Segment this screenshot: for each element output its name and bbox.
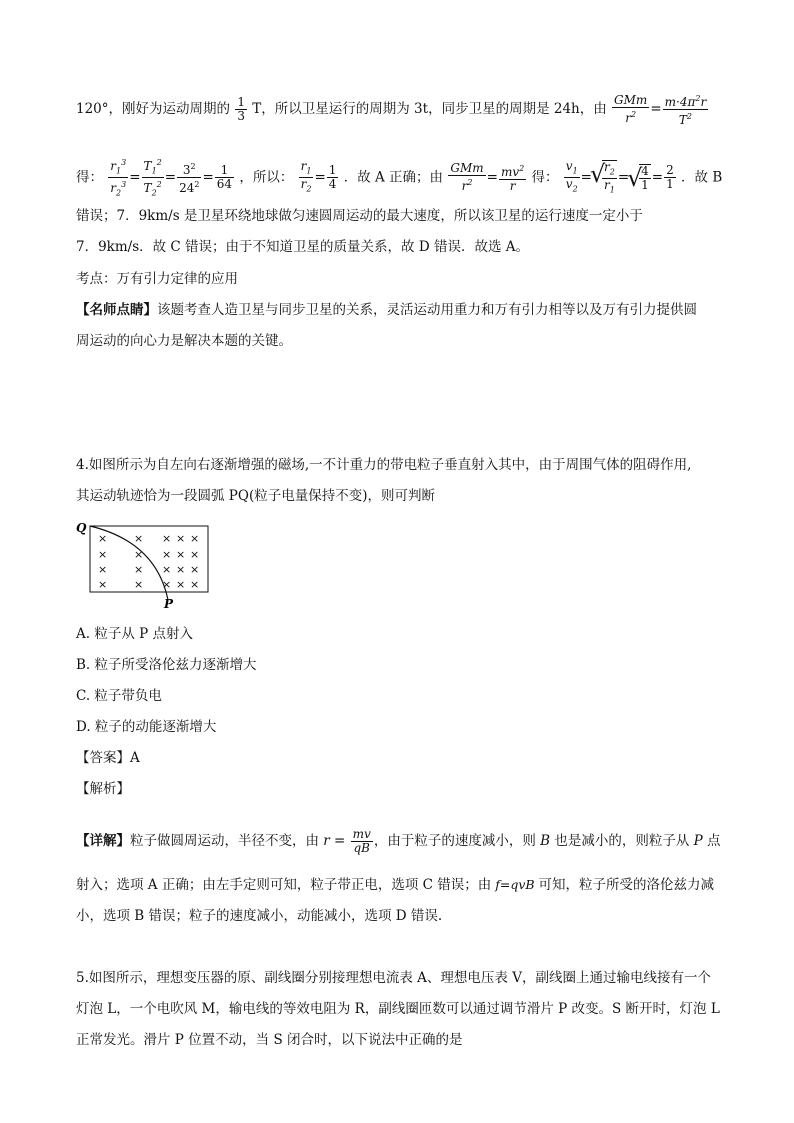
- q4-detail-line-3: 小，选项 B 错误；粒子的速度减小，动能减小，选项 D 错误.: [76, 908, 443, 924]
- field-cross: ×: [98, 532, 108, 545]
- field-cross: ×: [134, 563, 144, 576]
- q4-option-c: C. 粒子带负电: [76, 688, 162, 704]
- field-cross: ×: [162, 532, 172, 545]
- field-cross: ×: [134, 548, 144, 561]
- dianjing-line-1: 【名师点睛】该题考查人造卫星与同步卫星的关系，灵活运动用重力和万有引力相等以及万有引力提供圆: [76, 302, 697, 318]
- sol3-line-1: 120°，刚好为运动周期的 $\frac{1}{3}$ T，所以卫星运行的周期为 3t，同步卫星的周期是 24h，由 $\frac{\text{GMm}}{r^2}$ = $\frac{m\cdot 4\pi^2r}{T^2}$: [76, 93, 707, 127]
- field-cross: ×: [134, 532, 144, 545]
- field-cross: ×: [98, 548, 108, 561]
- label-q: Q: [76, 521, 87, 535]
- fraction-one-third: $\frac{1}{3}$: [237, 95, 245, 123]
- field-cross: ×: [190, 548, 200, 561]
- formula-r-mv-qb: $\frac{mv}{qB}$: [352, 827, 371, 855]
- q5-stem-1: 5.如图所示，理想变压器的原、副线圈分别接理想电流表 A、理想电压表 V，副线圈上通过输电线接有一个: [76, 970, 711, 986]
- q4-detail-line-2: 射入；选项 A 正确；由左手定则可知，粒子带正电，选项 C 错误；由 f=qvB 可知，粒子所受的洛伦兹力减: [76, 877, 715, 893]
- field-cross: ×: [176, 563, 186, 576]
- field-cross: ×: [176, 578, 186, 591]
- formula-gmm-r2: $\frac{\text{GMm}}{r^2}$: [614, 93, 648, 125]
- sol3-line-3: 错误；7．9km/s 是卫星环绕地球做匀速圆周运动的最大速度，所以该卫星的运行速度一定小于: [76, 208, 643, 224]
- field-cross: ×: [176, 532, 186, 545]
- label-p: P: [164, 597, 174, 610]
- q4-detail-line-1: 【详解】粒子做圆周运动，半径不变，由 r = $\frac{mv}{qB}$ ，由于粒子的速度减小，则 B 也是减小的，则粒子从 P 点: [76, 827, 721, 855]
- field-cross: ×: [162, 548, 172, 561]
- kaodian-line: 考点：万有引力定律的应用: [76, 271, 238, 287]
- formula-m4pi2r-t2: $\frac{m\cdot 4\pi^2r}{T^2}$: [664, 94, 707, 127]
- field-cross: ×: [134, 578, 144, 591]
- sol3-line-4: 7．9km/s．故 C 错误；由于不知道卫星的质量关系，故 D 错误．故选 A。: [76, 239, 529, 255]
- q4-option-a: A. 粒子从 P 点射入: [76, 626, 193, 642]
- q4-answer: 【答案】A: [76, 750, 140, 766]
- field-cross: ×: [190, 578, 200, 591]
- q5-stem-2: 灯泡 L，一个电吹风 M，输电线的等效电阻为 R，副线圈匝数可以通过调节滑片 P 改变。S 断开时，灯泡 L: [76, 1001, 720, 1017]
- sol3-line-2: 得： $\frac{r_1^3}{r_2^3}$ = $\frac{T_1^2}{T_2^2}$ = $\frac{3^2}{24^2}$ = $\frac{1}{64}$ ，所以： $\frac{r_1}{r_2}$ = $\frac{1}{4}$ ．故 A 正确；由 $\frac{\text{GMm}}{r^2}$ = $\frac{mv^2}{r}$ 得： $\frac{v_1}{v_2}$ = √ $\frac{r_2}{r_1}$ = √ $\frac{4}{1}$ = $\frac{2}{1}$ ．故 B: [76, 156, 722, 200]
- field-cross: ×: [98, 578, 108, 591]
- field-cross: ×: [190, 532, 200, 545]
- q4-stem-1: 4.如图所示为自左向右逐渐增强的磁场,一不计重力的带电粒子垂直射入其中，由于周围气体的阻碍作用,: [76, 457, 692, 473]
- field-cross: ×: [162, 563, 172, 576]
- field-cross: ×: [162, 578, 172, 591]
- field-cross: ×: [176, 548, 186, 561]
- q4-stem-2: 其运动轨迹恰为一段圆弧 PQ(粒子电量保持不变)，则可判断: [76, 488, 435, 504]
- field-cross: ×: [98, 563, 108, 576]
- q4-option-d: D. 粒子的动能逐渐增大: [76, 719, 217, 735]
- q4-jiexi: 【解析】: [76, 781, 130, 797]
- q5-stem-3: 正常发光。滑片 P 位置不动，当 S 闭合时，以下说法中正确的是: [76, 1032, 463, 1048]
- dianjing-line-2: 周运动的向心力是解决本题的关键。: [76, 333, 292, 349]
- field-cross: ×: [190, 563, 200, 576]
- magnetic-field-figure: [76, 520, 216, 610]
- q4-option-b: B. 粒子所受洛伦兹力逐渐增大: [76, 657, 257, 673]
